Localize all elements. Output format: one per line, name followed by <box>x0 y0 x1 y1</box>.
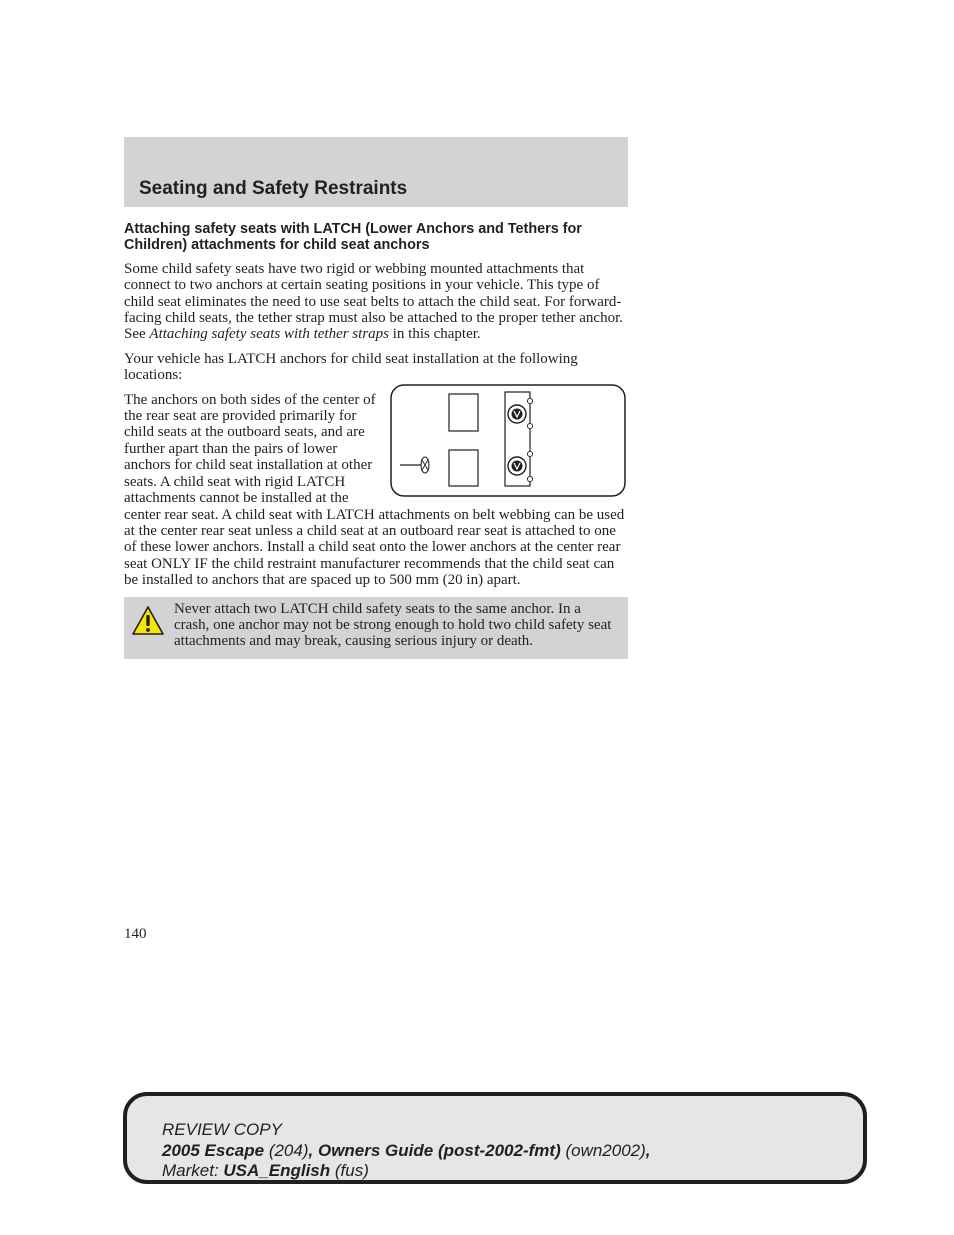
latch-anchor-diagram <box>390 384 626 497</box>
section-header-band <box>124 137 628 207</box>
review-copy-footer <box>123 1092 867 1184</box>
footer-separator-2: , <box>645 1140 651 1160</box>
footer-market-code: (fus) <box>330 1161 369 1180</box>
warning-triangle-icon <box>131 605 165 637</box>
paragraph-anchors: The anchors on both sides of the center of the rear seat are provided primarily for child seats at the outboard seats, and are further apart than the pairs of lower anchors for child seat installation at other seats. A child seat with rigid LATCH attachments cannot be installed at the center rear seat. A child seat with LATCH attachments on belt webbing can be used at the center rear seat unless a child seat at an outboard rear seat is attached to one of these lower anchors. Install a child seat onto the lower anchors at the center rear seat ONLY IF the child restraint manufacturer recommends that the child seat can be installed to anchors that are spaced up to 500 mm (20 in) apart. <box>124 391 625 589</box>
footer-document-line <box>162 1141 651 1162</box>
footer-model-code: (204) <box>264 1140 309 1160</box>
footer-guide-code: (own2002) <box>560 1140 646 1160</box>
footer-market-line <box>162 1161 651 1182</box>
warning-box <box>124 597 628 659</box>
footer-separator: , <box>308 1140 318 1160</box>
footer-guide: Owners Guide (post-2002-fmt) <box>317 1140 561 1160</box>
paragraph-intro-text: Some child safety seats have two rigid or webbing mounted attachments that connect to two anchors at certain seating positions in your vehicle. This type of child seat eliminates the need to use seat belts to attach the child seat. For forward-facing child seats, the tether strap must also be attached to the proper tether anchor. See <box>124 260 623 343</box>
section-title: Seating and Safety Restraints <box>139 178 408 199</box>
page-content <box>124 221 628 659</box>
footer-market-label: Market: <box>162 1161 224 1180</box>
page-number: 140 <box>124 926 147 942</box>
footer-model: 2005 Escape <box>162 1140 265 1160</box>
sub-heading: Attaching safety seats with LATCH (Lower Anchors and Tethers for Children) attachments for child seat anchors <box>124 221 582 254</box>
paragraph-intro-end: in this chapter. <box>389 326 481 343</box>
footer-market: USA_English <box>223 1161 331 1180</box>
paragraph-intro <box>124 261 628 343</box>
warning-text: Never attach two LATCH child safety seats to the same anchor. In a crash, one anchor may not be strong enough to hold two child safety seat attachments and may break, causing serious injury or death. <box>174 600 612 650</box>
paragraph-locations: Your vehicle has LATCH anchors for child seat installation at the following locations: <box>124 350 578 384</box>
review-copy-label: REVIEW COPY <box>162 1120 282 1139</box>
cross-reference: Attaching safety seats with tether straps <box>149 326 389 343</box>
